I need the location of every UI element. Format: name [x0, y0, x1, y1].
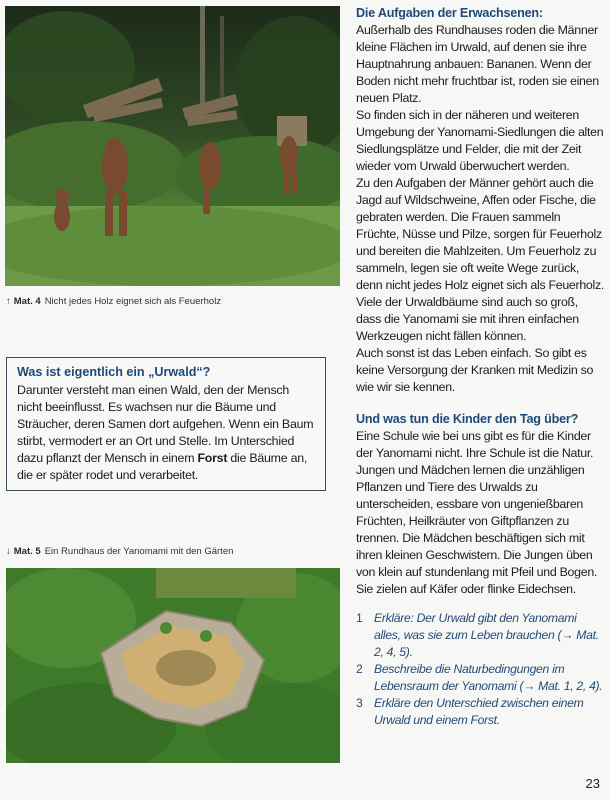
info-box-text [17, 382, 317, 484]
info-box-title: Was ist eigentlich ein „Urwald“? [17, 365, 211, 379]
paragraph: Außerhalb des Rundhauses roden die Männer kleine Flächen im Urwald, auf denen sie ihre Hauptnahrung anbauen: Bananen. Wenn der Boden nicht mehr fruchtbar ist, roden sie einen neuen Platz. [356, 23, 599, 105]
arrow-up-icon: ↑ [6, 296, 11, 307]
info-box-text-part: die Bäume an, die er später rodet und verarbeitet. [17, 451, 308, 482]
figure-caption-text: Ein Rundhaus der Yanomami mit den Gärten [44, 546, 234, 557]
forest-scene-illustration [5, 6, 340, 286]
section-heading-adults: Die Aufgaben der Erwachsenen: [356, 6, 543, 20]
photo-roundhouse-aerial [6, 568, 340, 763]
section-heading-children: Und was tun die Kinder den Tag über? [356, 412, 579, 426]
task-item [356, 610, 606, 661]
task-text: Erkläre den Unterschied zwischen einem Urwald und einem Forst. [374, 696, 584, 727]
task-text: Erkläre: Der Urwald gibt den Yanomami alles, was sie zum Leben brauchen (→ Mat. 2, 4, 5). [374, 611, 599, 659]
info-box-urwald [6, 357, 326, 491]
paragraph: Zu den Aufgaben der Männer gehört auch die Jagd auf Wildschweine, Affen oder Fische, die gebraten werden. Die Frauen sammeln Früchte, Nüsse und Pilze, sorgen für Feuerholz und bereiten die Mahlzeiten. Um Feuerholz zu sammeln, legen sie oft weite Wege zurück, denn nicht jedes Holz eignet sich als Feuerholz. Viele der Urwaldbäume sind auch so groß, dass die Yanomami sie mit ihren einfachen Werkzeugen nicht fällen können. [356, 176, 605, 343]
right-column [356, 4, 606, 729]
section-adults [356, 4, 606, 396]
figure-caption-text: Nicht jedes Holz eignet sich als Feuerholz [44, 296, 222, 307]
task-list [356, 610, 606, 729]
paragraph: Auch sonst ist das Leben einfach. So gibt es keine Versorgung der Kranken mit Medizin so wie wir sie kennen. [356, 346, 594, 394]
figure-caption-mat5 [6, 546, 233, 557]
figure-label: Mat. 5 [13, 546, 41, 557]
task-number: 1 [356, 611, 363, 625]
term-forst: Forst [197, 451, 228, 465]
info-box-text-part: Darunter versteht man einen Wald, den der Mensch nicht beeinflusst. Es wachsen nur die Bäume und Sträucher, deren Samen dort aufgehen. Wenn ein Baum stirbt, vermodert er an Ort und Stelle. Im Unterschied dazu pflanzt der Mensch in einem [17, 383, 314, 465]
section-children [356, 410, 606, 598]
task-item [356, 661, 606, 695]
task-item [356, 695, 606, 729]
figure-caption-mat4 [6, 296, 221, 307]
figure-label: Mat. 4 [13, 296, 41, 307]
task-number: 2 [356, 662, 363, 676]
arrow-down-icon: ↓ [6, 546, 11, 557]
paragraph: Eine Schule wie bei uns gibt es für die Kinder der Yanomami nicht. Ihre Schule ist die Natur. Jungen und Mädchen lernen die unzähligen Pflanzen und Tiere des Urwalds zu unterscheiden, essbare von ungenießbaren Früchten, Heilkräuter von Giftpflanzen zu trennen. Die Mädchen beschäftigen sich mit ihren kleinen Geschwistern. Die Jungen üben von klein auf stundenlang mit Pfeil und Bogen. Sie zielen auf Käfer oder flinke Eidechsen. [356, 429, 598, 596]
roundhouse-illustration [6, 568, 340, 763]
page-number: 23 [585, 776, 600, 791]
task-text: Beschreibe die Naturbedingungen im Lebensraum der Yanomami (→ Mat. 1, 2, 4). [374, 662, 603, 693]
task-number: 3 [356, 696, 363, 710]
paragraph: So finden sich in der näheren und weiteren Umgebung der Yanomami-Siedlungen die alten Siedlungsplätze und Felder, die mit der Zeit wieder vom Urwald überwuchert werden. [356, 108, 604, 173]
photo-women-carrying-firewood [5, 6, 340, 286]
